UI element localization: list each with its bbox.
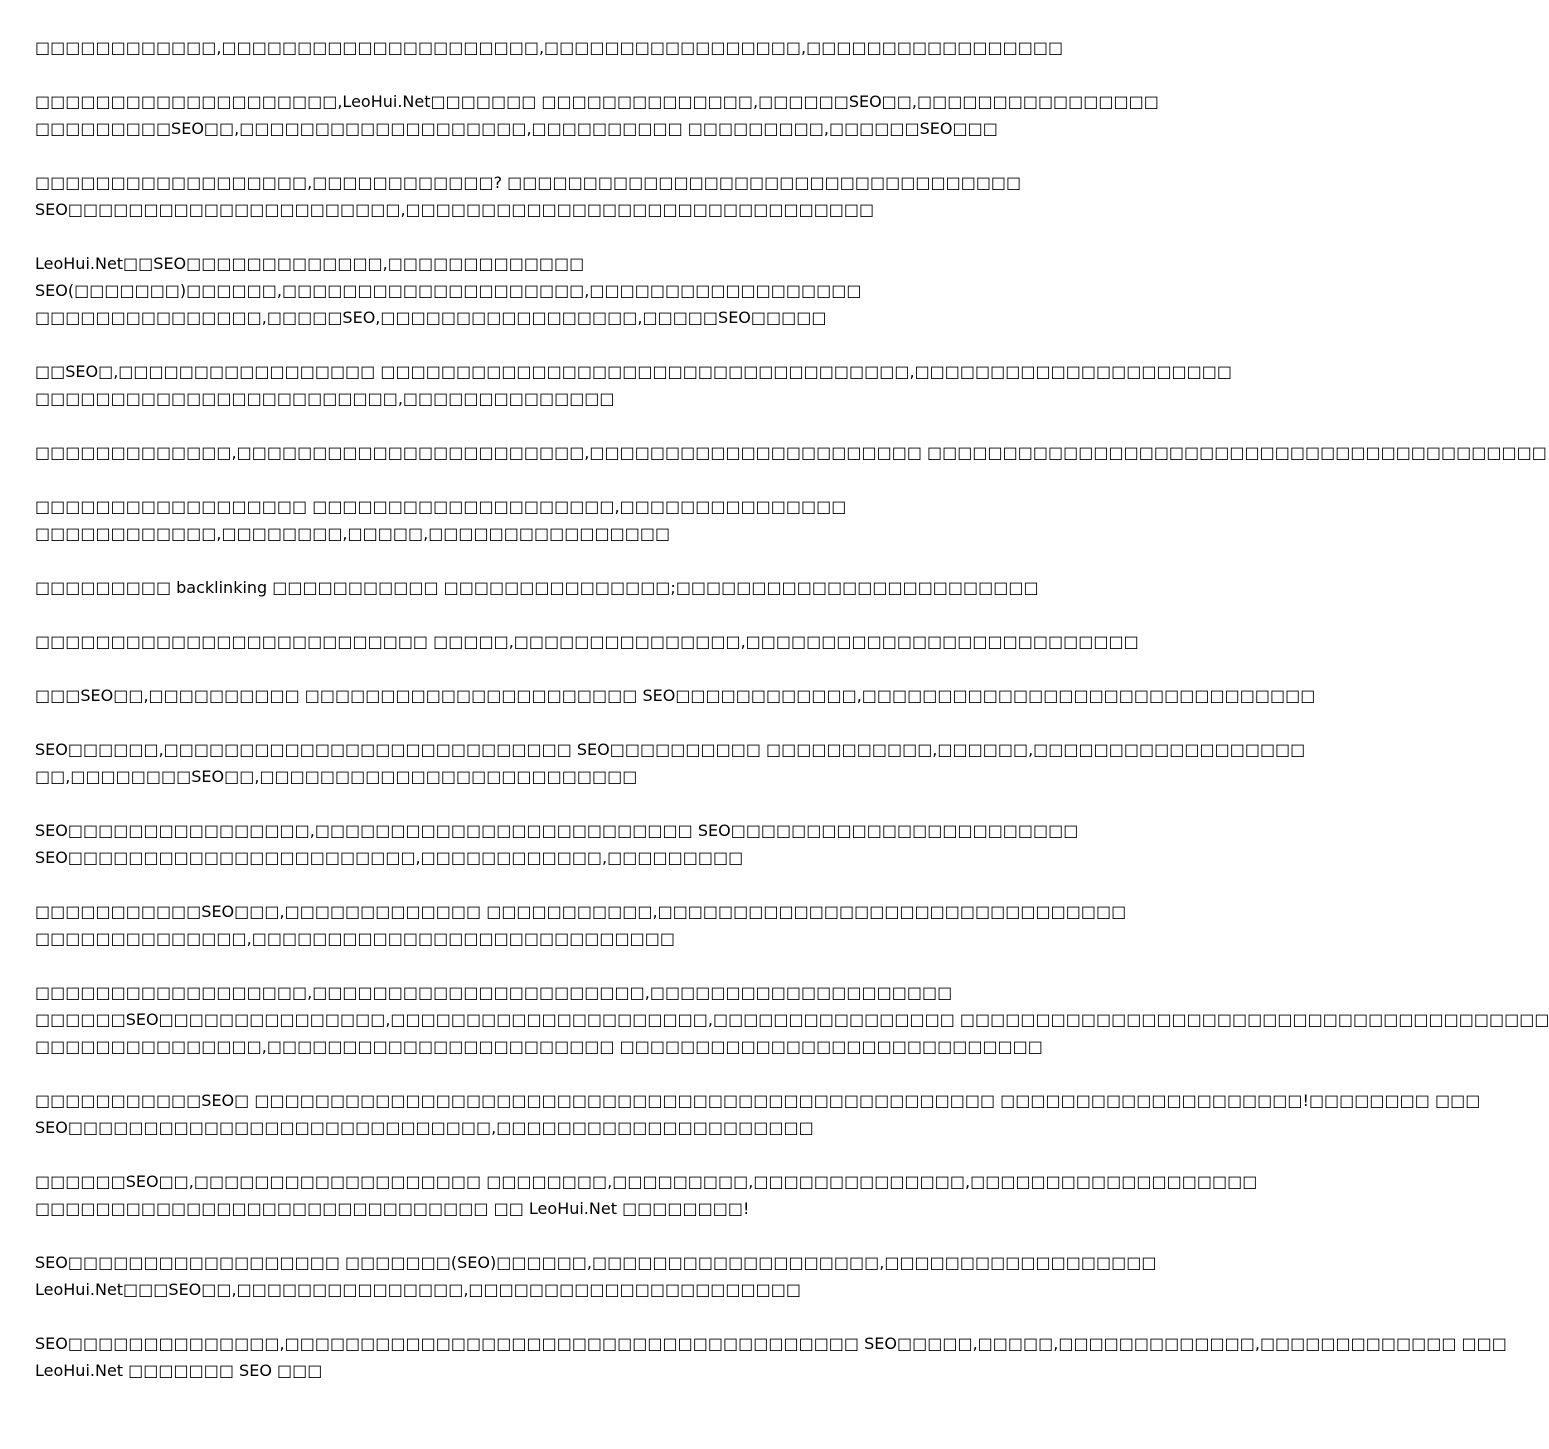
text-line: □□□□□□□□□ backlinking □□□□□□□□□□□ □□□□□□□□□□□□□□□;□□□□□□□□□□□□□□□□□□□□□□□□ [35, 578, 1039, 597]
text-line: □□□□□□SEO□□,□□□□□□□□□□□□□□□□□□□ □□□□□□□□,□□□□□□□□□,□□□□□□□□□□□□□□,□□□□□□□□□□□□□□□□□□□ [35, 1172, 1258, 1191]
paragraph-16 [35, 1168, 1258, 1222]
text-line: □□SEO□,□□□□□□□□□□□□□□□□□ □□□□□□□□□□□□□□□□□□□□□□□□□□□□□□□□□□□,□□□□□□□□□□□□□□□□□□□□□ [35, 362, 1233, 381]
text-line: □□□SEO□□,□□□□□□□□□□ □□□□□□□□□□□□□□□□□□□□□□ SEO□□□□□□□□□□□□,□□□□□□□□□□□□□□□□□□□□□□□□□□□□□□ [35, 686, 1316, 705]
text-line: SEO□□□□□□□□□□□□□□□□□□ □□□□□□□(SEO)□□□□□□,□□□□□□□□□□□□□□□□□□□,□□□□□□□□□□□□□□□□□□ [35, 1253, 1157, 1272]
paragraph-3 [35, 169, 1022, 223]
text-line: SEO□□□□□□□□□□□□□□□□□□□□□□□□□□□□,□□□□□□□□□□□□□□□□□□□□□ [35, 1118, 814, 1137]
text-line: □□□□□□□□□SEO□□,□□□□□□□□□□□□□□□□□□□,□□□□□□□□□□ □□□□□□□□□,□□□□□□SEO□□□ [35, 119, 998, 138]
text-line: SEO□□□□□□□□□□□□□□□□,□□□□□□□□□□□□□□□□□□□□□□□□□ SEO□□□□□□□□□□□□□□□□□□□□□□□ [35, 821, 1079, 840]
paragraph-14 [35, 979, 1549, 1060]
text-line: □□□□□□□□□□□□□□□□□□,□□□□□□□□□□□□? □□□□□□□□□□□□□□□□□□□□□□□□□□□□□□□□□□ [35, 173, 1022, 192]
text-line: □□□□□□□□□□□SEO□ □□□□□□□□□□□□□□□□□□□□□□□□□□□□□□□□□□□□□□□□□□□□□□□□□ □□□□□□□□□□□□□□□□□□□□!□□□□□□□□ □□□ [35, 1091, 1481, 1110]
paragraph-2 [35, 88, 1159, 142]
text-line: □□□□□□□□□□□□□□,□□□□□□□□□□□□□□□□□□□□□□□□□□□□ [35, 929, 676, 948]
paragraph-11 [35, 736, 1306, 790]
text-line: □□□□□□□□□□□□□□□□□□□□□□□□□□□□□□ □□ LeoHui.Net □□□□□□□□! [35, 1199, 750, 1218]
text-line: □□□□□□SEO□□□□□□□□□□□□□□□,□□□□□□□□□□□□□□□□□□□□□,□□□□□□□□□□□□□□□□ □□□□□□□□□□□□□□□□□□□□□□□□□□□□□□□□□□□□□□□ [35, 1010, 1549, 1029]
paragraph-15 [35, 1087, 1481, 1141]
paragraph-9 [35, 628, 1139, 655]
document-body [35, 34, 1549, 1411]
text-line: □□□□□□□□□□□□,□□□□□□□□□□□□□□□□□□□□□,□□□□□□□□□□□□□□□□□,□□□□□□□□□□□□□□□□□ [35, 38, 1064, 57]
paragraph-4 [35, 250, 990, 331]
text-line: □□□□□□□□□□□□□□□□□□□□,LeoHui.Net□□□□□□□ □□□□□□□□□□□□□□,□□□□□□SEO□□,□□□□□□□□□□□□□□□□ [35, 92, 1159, 111]
paragraph-10 [35, 682, 1316, 709]
text-line: □□□□□□□□□□□□□□□□□□ □□□□□□□□□□□□□□□□□□□□,□□□□□□□□□□□□□□□ [35, 497, 847, 516]
text-line: □□,□□□□□□□□SEO□□,□□□□□□□□□□□□□□□□□□□□□□□□□ [35, 767, 638, 786]
text-line: □□□□□□□□□□□□□□□□□□,□□□□□□□□□□□□□□□□□□□□□□,□□□□□□□□□□□□□□□□□□□□ [35, 983, 953, 1002]
paragraph-5 [35, 358, 1233, 412]
text-line: □□□□□□□□□□□□□,□□□□□□□□□□□□□□□□□□□□□□□,□□□□□□□□□□□□□□□□□□□□□□ □□□□□□□□□□□□□□□□□□□□□□□□□□□□□□□□□□□□□□□□□ [35, 443, 1547, 462]
paragraph-8 [35, 574, 1039, 601]
paragraph-7 [35, 493, 990, 547]
text-line: □□□□□□□□□□□□□□□,□□□□□□□□□□□□□□□□□□□□□□□ □□□□□□□□□□□□□□□□□□□□□□□□□□□□ [35, 1037, 1043, 1056]
text-line: SEO□□□□□□□□□□□□□□□□□□□□□□,□□□□□□□□□□□□□□□□□□□□□□□□□□□□□□□ [35, 200, 875, 219]
text-line: □□□□□□□□□□□SEO□□□,□□□□□□□□□□□□□ □□□□□□□□□□□,□□□□□□□□□□□□□□□□□□□□□□□□□□□□□□□ [35, 902, 1127, 921]
paragraph-17 [35, 1249, 1157, 1303]
text-line: SEO□□□□□□,□□□□□□□□□□□□□□□□□□□□□□□□□□□ SEO□□□□□□□□□□ □□□□□□□□□□□,□□□□□□,□□□□□□□□□□□□□□□□□□ [35, 740, 1306, 759]
text-line: SEO□□□□□□□□□□□□□□□□□□□□□□□,□□□□□□□□□□□□,□□□□□□□□□ [35, 848, 744, 867]
text-line: □□□□□□□□□□□□□□□,□□□□□SEO,□□□□□□□□□□□□□□□□□,□□□□□SEO□□□□□ [35, 308, 827, 327]
text-line: SEO□□□□□□□□□□□□□□,□□□□□□□□□□□□□□□□□□□□□□□□□□□□□□□□□□□□□□ SEO□□□□□,□□□□□,□□□□□□□□□□□□□,□□□□□□□□□□□□□ □□□ [35, 1334, 1507, 1353]
text-line: SEO(□□□□□□□)□□□□□□,□□□□□□□□□□□□□□□□□□□□,□□□□□□□□□□□□□□□□□□ [35, 281, 862, 300]
text-line: □□□□□□□□□□□□,□□□□□□□□,□□□□□,□□□□□□□□□□□□□□□□ [35, 524, 671, 543]
text-line: □□□□□□□□□□□□□□□□□□□□□□□□□□ □□□□□,□□□□□□□□□□□□□□□,□□□□□□□□□□□□□□□□□□□□□□□□□□ [35, 632, 1139, 651]
paragraph-18 [35, 1330, 1507, 1384]
text-line: LeoHui.Net□□SEO□□□□□□□□□□□□□,□□□□□□□□□□□□□ [35, 254, 585, 273]
text-line: LeoHui.Net □□□□□□□ SEO □□□ [35, 1361, 323, 1380]
paragraph-13 [35, 898, 1127, 952]
text-line: □□□□□□□□□□□□□□□□□□□□□□□□,□□□□□□□□□□□□□□ [35, 389, 615, 408]
paragraph-1 [35, 34, 1064, 61]
text-line: LeoHui.Net□□□SEO□□,□□□□□□□□□□□□□□□,□□□□□□□□□□□□□□□□□□□□□□ [35, 1280, 802, 1299]
paragraph-6 [35, 439, 1547, 466]
paragraph-12 [35, 817, 1079, 871]
